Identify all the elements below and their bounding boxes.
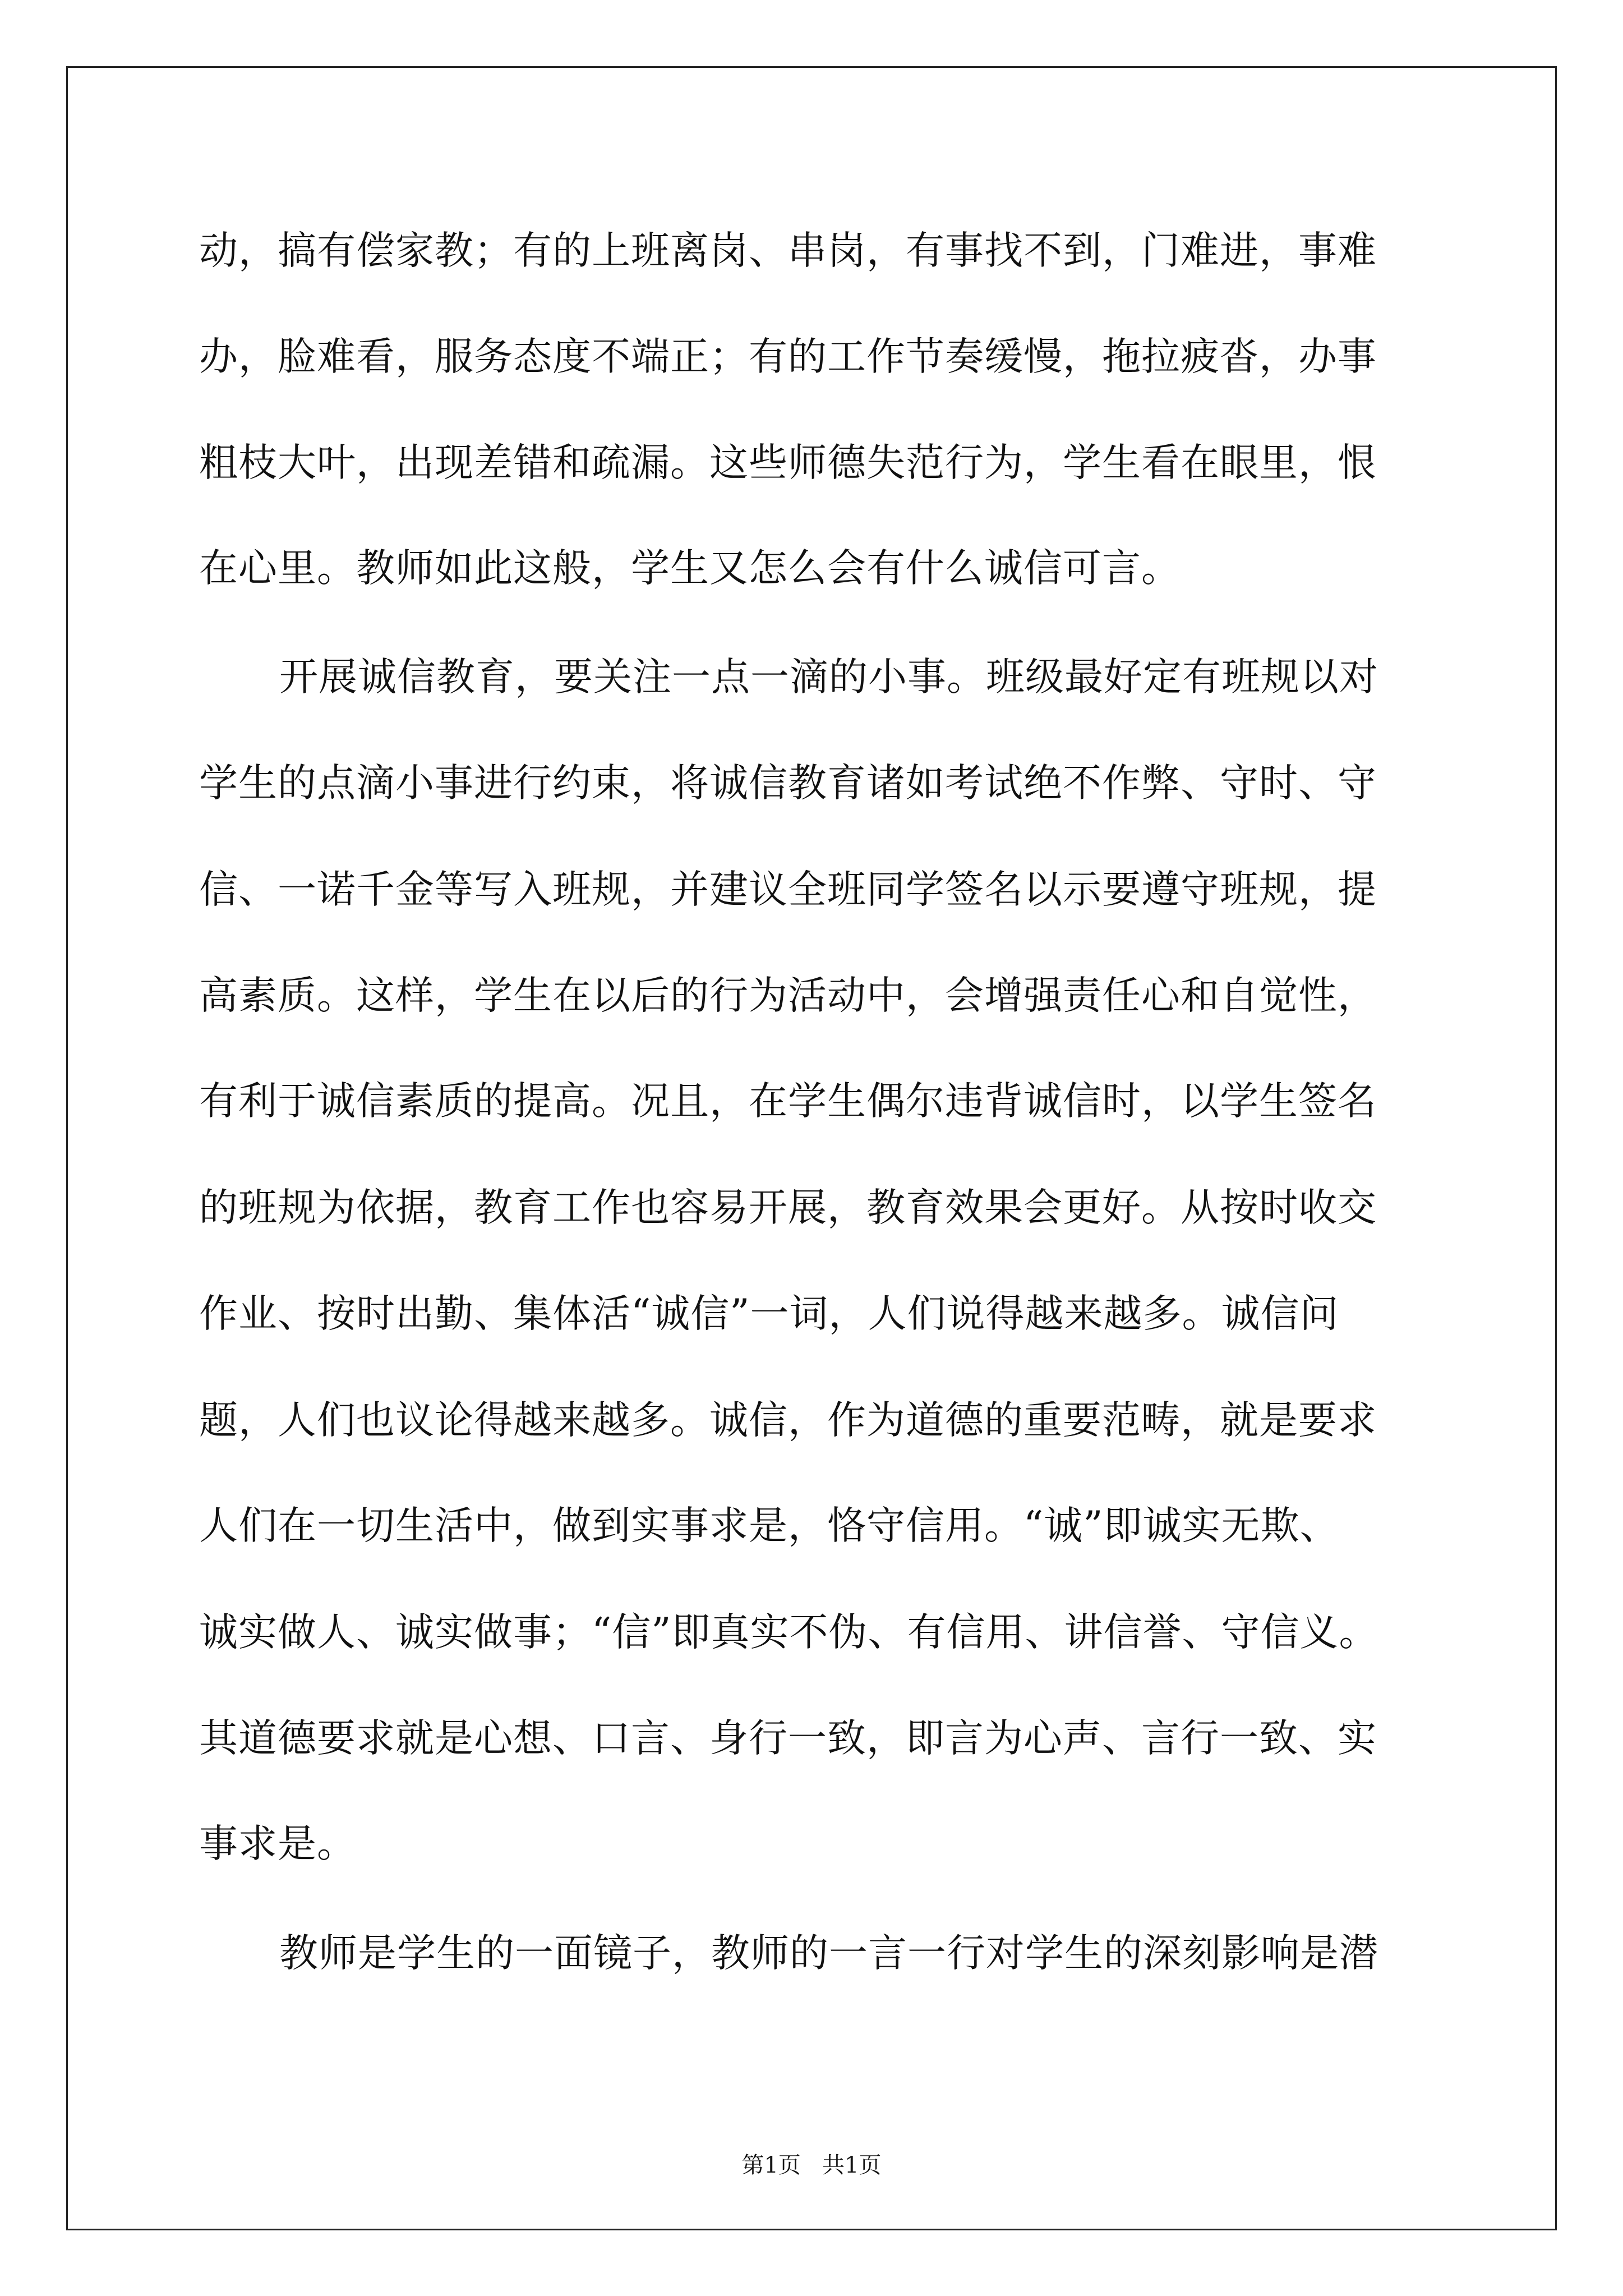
text-line-1: 动，搞有偿家教；有的上班离岗、串岗，有事找不到，门难进，事难 bbox=[199, 228, 1377, 273]
text-line-12: 题，人们也议论得越来越多。诚信，作为道德的重要范畴，就是要求 bbox=[199, 1398, 1377, 1443]
text-line-7: 信、一诺千金等写入班规，并建议全班同学签名以示要遵守班规，提 bbox=[199, 867, 1377, 912]
paragraph-2-first-line: 开展诚信教育，要关注一点一滴的小事。班级最好定有班规以对 bbox=[279, 655, 1378, 700]
text-line-11: 作业、按时出勤、集体活“诚信”一词，人们说得越来越多。诚信问 bbox=[199, 1291, 1339, 1336]
text-line-15: 其道德要求就是心想、口言、身行一致，即言为心声、言行一致、实 bbox=[199, 1716, 1377, 1761]
text-line-4: 在心里。教师如此这般，学生又怎么会有什么诚信可言。 bbox=[199, 546, 1181, 591]
text-line-13: 人们在一切生活中，做到实事求是，恪守信用。“诚”即诚实无欺、 bbox=[199, 1503, 1339, 1548]
text-line-14: 诚实做人、诚实做事；“信”即真实不伪、有信用、讲信誉、守信义。 bbox=[199, 1610, 1378, 1655]
text-line-6: 学生的点滴小事进行约束，将诚信教育诸如考试绝不作弊、守时、守 bbox=[199, 761, 1377, 806]
text-line-3: 粗枝大叶，出现差错和疏漏。这些师德失范行为，学生看在眼里，恨 bbox=[199, 440, 1377, 485]
text-line-2: 办，脸难看，服务态度不端正；有的工作节奏缓慢，拖拉疲沓，办事 bbox=[199, 334, 1377, 379]
text-line-8: 高素质。这样，学生在以后的行为活动中，会增强责任心和自觉性， bbox=[199, 973, 1377, 1018]
text-line-9: 有利于诚信素质的提高。况且，在学生偶尔违背诚信时，以学生签名 bbox=[199, 1079, 1377, 1124]
text-line-10: 的班规为依据，教育工作也容易开展，教育效果会更好。从按时收交 bbox=[199, 1185, 1377, 1230]
page-footer: 第1页 共1页 bbox=[741, 2152, 882, 2178]
paragraph-3-first-line: 教师是学生的一面镜子，教师的一言一行对学生的深刻影响是潜 bbox=[279, 1931, 1378, 1976]
page-border bbox=[66, 66, 1557, 2230]
text-line-16: 事求是。 bbox=[199, 1821, 356, 1866]
